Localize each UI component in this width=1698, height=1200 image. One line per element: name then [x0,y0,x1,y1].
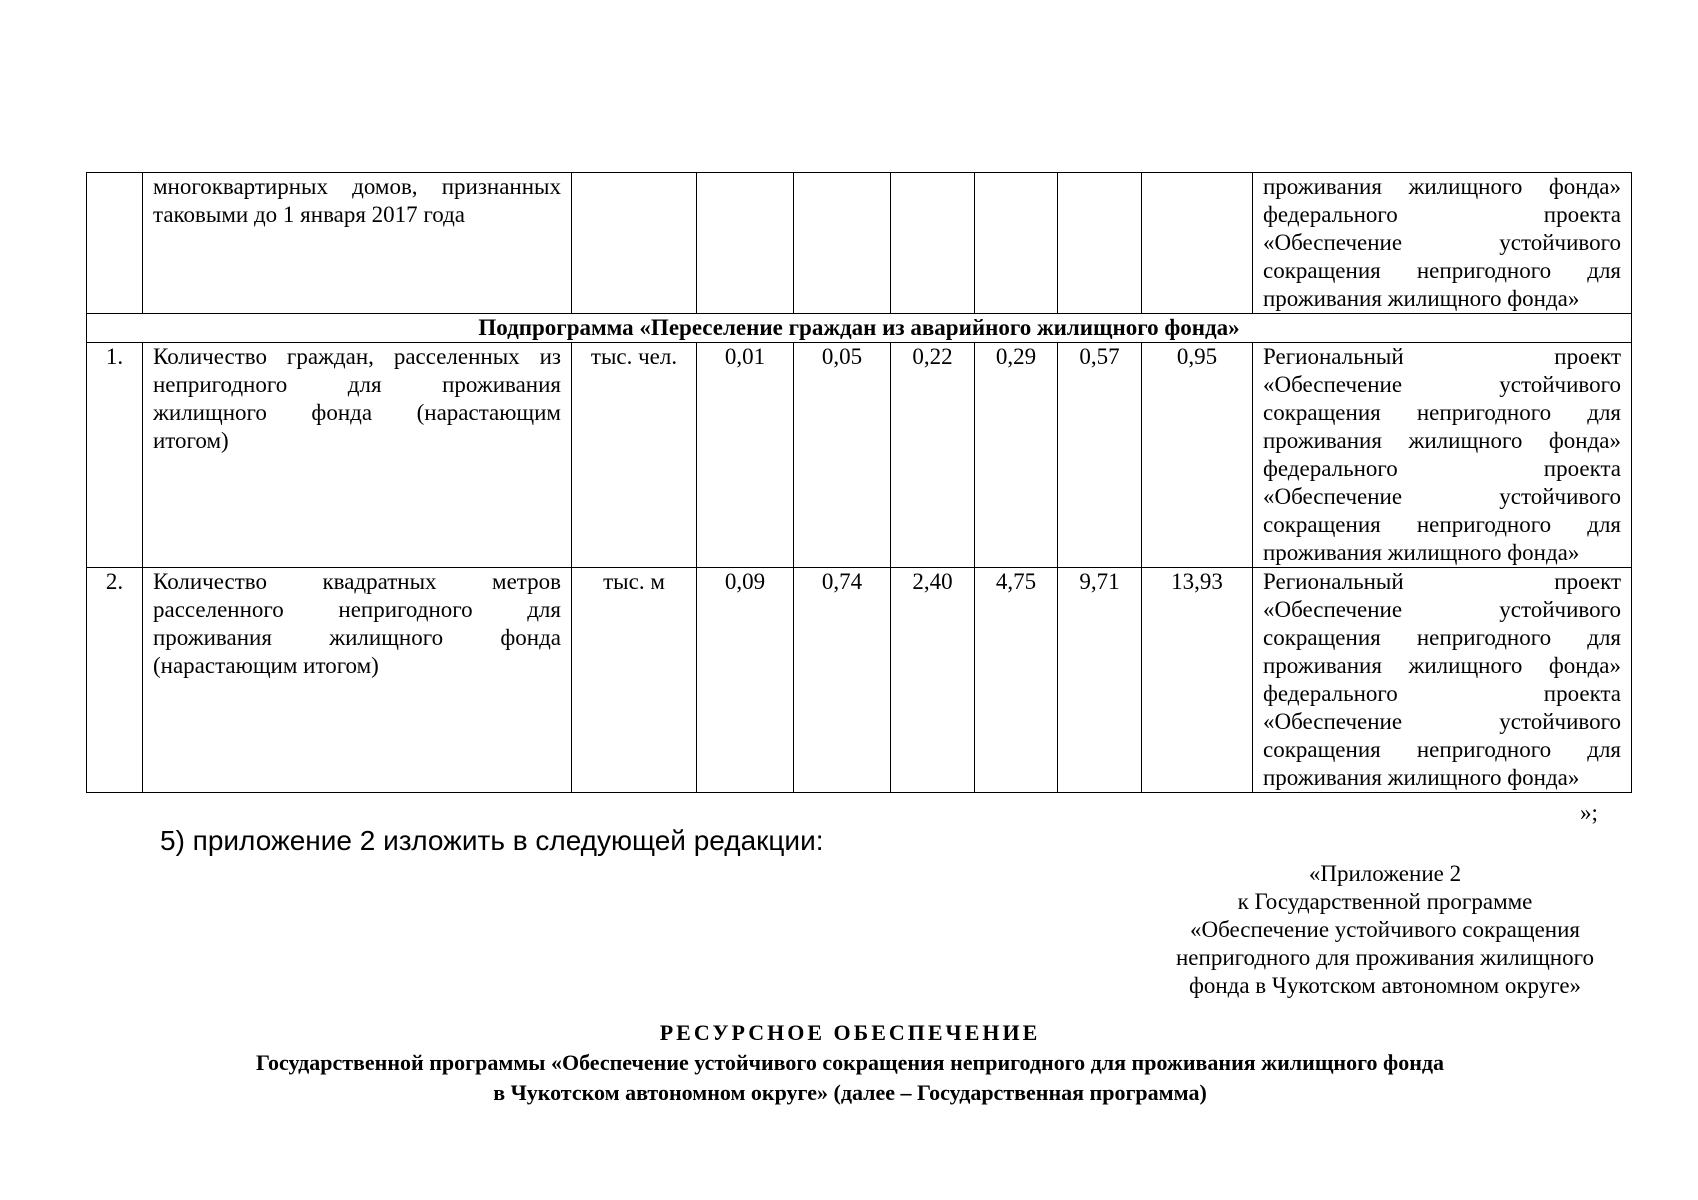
row-number: 1. [87,343,143,568]
cell-indicator: Количество квадратных метров расселенного непригодного для проживания жилищного фонда (нарастающим итогом) [143,568,572,793]
subprogram-title: Подпрограмма «Переселение граждан из аварийного жилищного фонда» [87,314,1632,343]
cell-value [1142,173,1253,314]
amendment-item-5: 5) приложение 2 изложить в следующей редакции: [160,825,824,856]
cell-unit [572,173,697,314]
cell-value: 4,75 [975,568,1058,793]
indicators-table [86,172,1632,793]
cell-value: 9,71 [1058,568,1142,793]
closing-quote: »; [1580,800,1598,825]
cell-value: 0,09 [697,568,794,793]
cell-indicator: многоквартирных домов, признанных таковыми до 1 января 2017 года [143,173,572,314]
cell-source: Региональный проект «Обеспечение устойчивого сокращения непригодного для проживания жилищного фонда» федерального проекта «Обеспечение устойчивого сокращения непригодного для проживания жилищного фонда» [1253,568,1632,793]
cell-value [975,173,1058,314]
cell-unit: тыс. чел. [572,343,697,568]
annex-line: «Приложение 2 [1308,861,1462,886]
annex-line: фонда в Чукотском автономном округе» [1188,973,1582,998]
cell-value [1058,173,1142,314]
cell-unit: тыс. м [572,568,697,793]
table-row-continuation [87,173,1632,314]
section-subtitle [120,1048,1580,1108]
section-title: РЕСУРСНОЕ ОБЕСПЕЧЕНИЕ [659,1020,1041,1045]
table-row [87,343,1632,568]
subprogram-row [87,314,1632,343]
cell-value: 13,93 [1142,568,1253,793]
cell-value: 0,22 [891,343,975,568]
cell-value: 0,95 [1142,343,1253,568]
cell-value [794,173,891,314]
cell-value: 0,05 [794,343,891,568]
annex-line: непригодного для проживания жилищного [1176,945,1594,970]
cell-value: 0,01 [697,343,794,568]
annex-line: «Обеспечение устойчивого сокращения [1190,917,1580,942]
cell-source: проживания жилищного фонда» федерального проекта «Обеспечение устойчивого сокращения непригодного для проживания жилищного фонда» [1253,173,1632,314]
subtitle-line: Государственной программы «Обеспечение устойчивого сокращения непригодного для проживания жилищного фонда [255,1050,1445,1075]
cell-value: 0,74 [794,568,891,793]
cell-indicator: Количество граждан, расселенных из непригодного для проживания жилищного фонда (нарастающим итогом) [143,343,572,568]
cell-num [87,173,143,314]
cell-value: 2,40 [891,568,975,793]
annex-header [1140,860,1630,1000]
row-number: 2. [87,568,143,793]
table-row [87,568,1632,793]
cell-value: 0,57 [1058,343,1142,568]
subtitle-line: в Чукотском автономном округе» (далее – Государственная программа) [493,1080,1207,1105]
cell-value [891,173,975,314]
cell-source: Региональный проект «Обеспечение устойчивого сокращения непригодного для проживания жилищного фонда» федерального проекта «Обеспечение устойчивого сокращения непригодного для проживания жилищного фонда» [1253,343,1632,568]
cell-value: 0,29 [975,343,1058,568]
annex-line: к Государственной программе [1237,889,1533,914]
cell-value [697,173,794,314]
